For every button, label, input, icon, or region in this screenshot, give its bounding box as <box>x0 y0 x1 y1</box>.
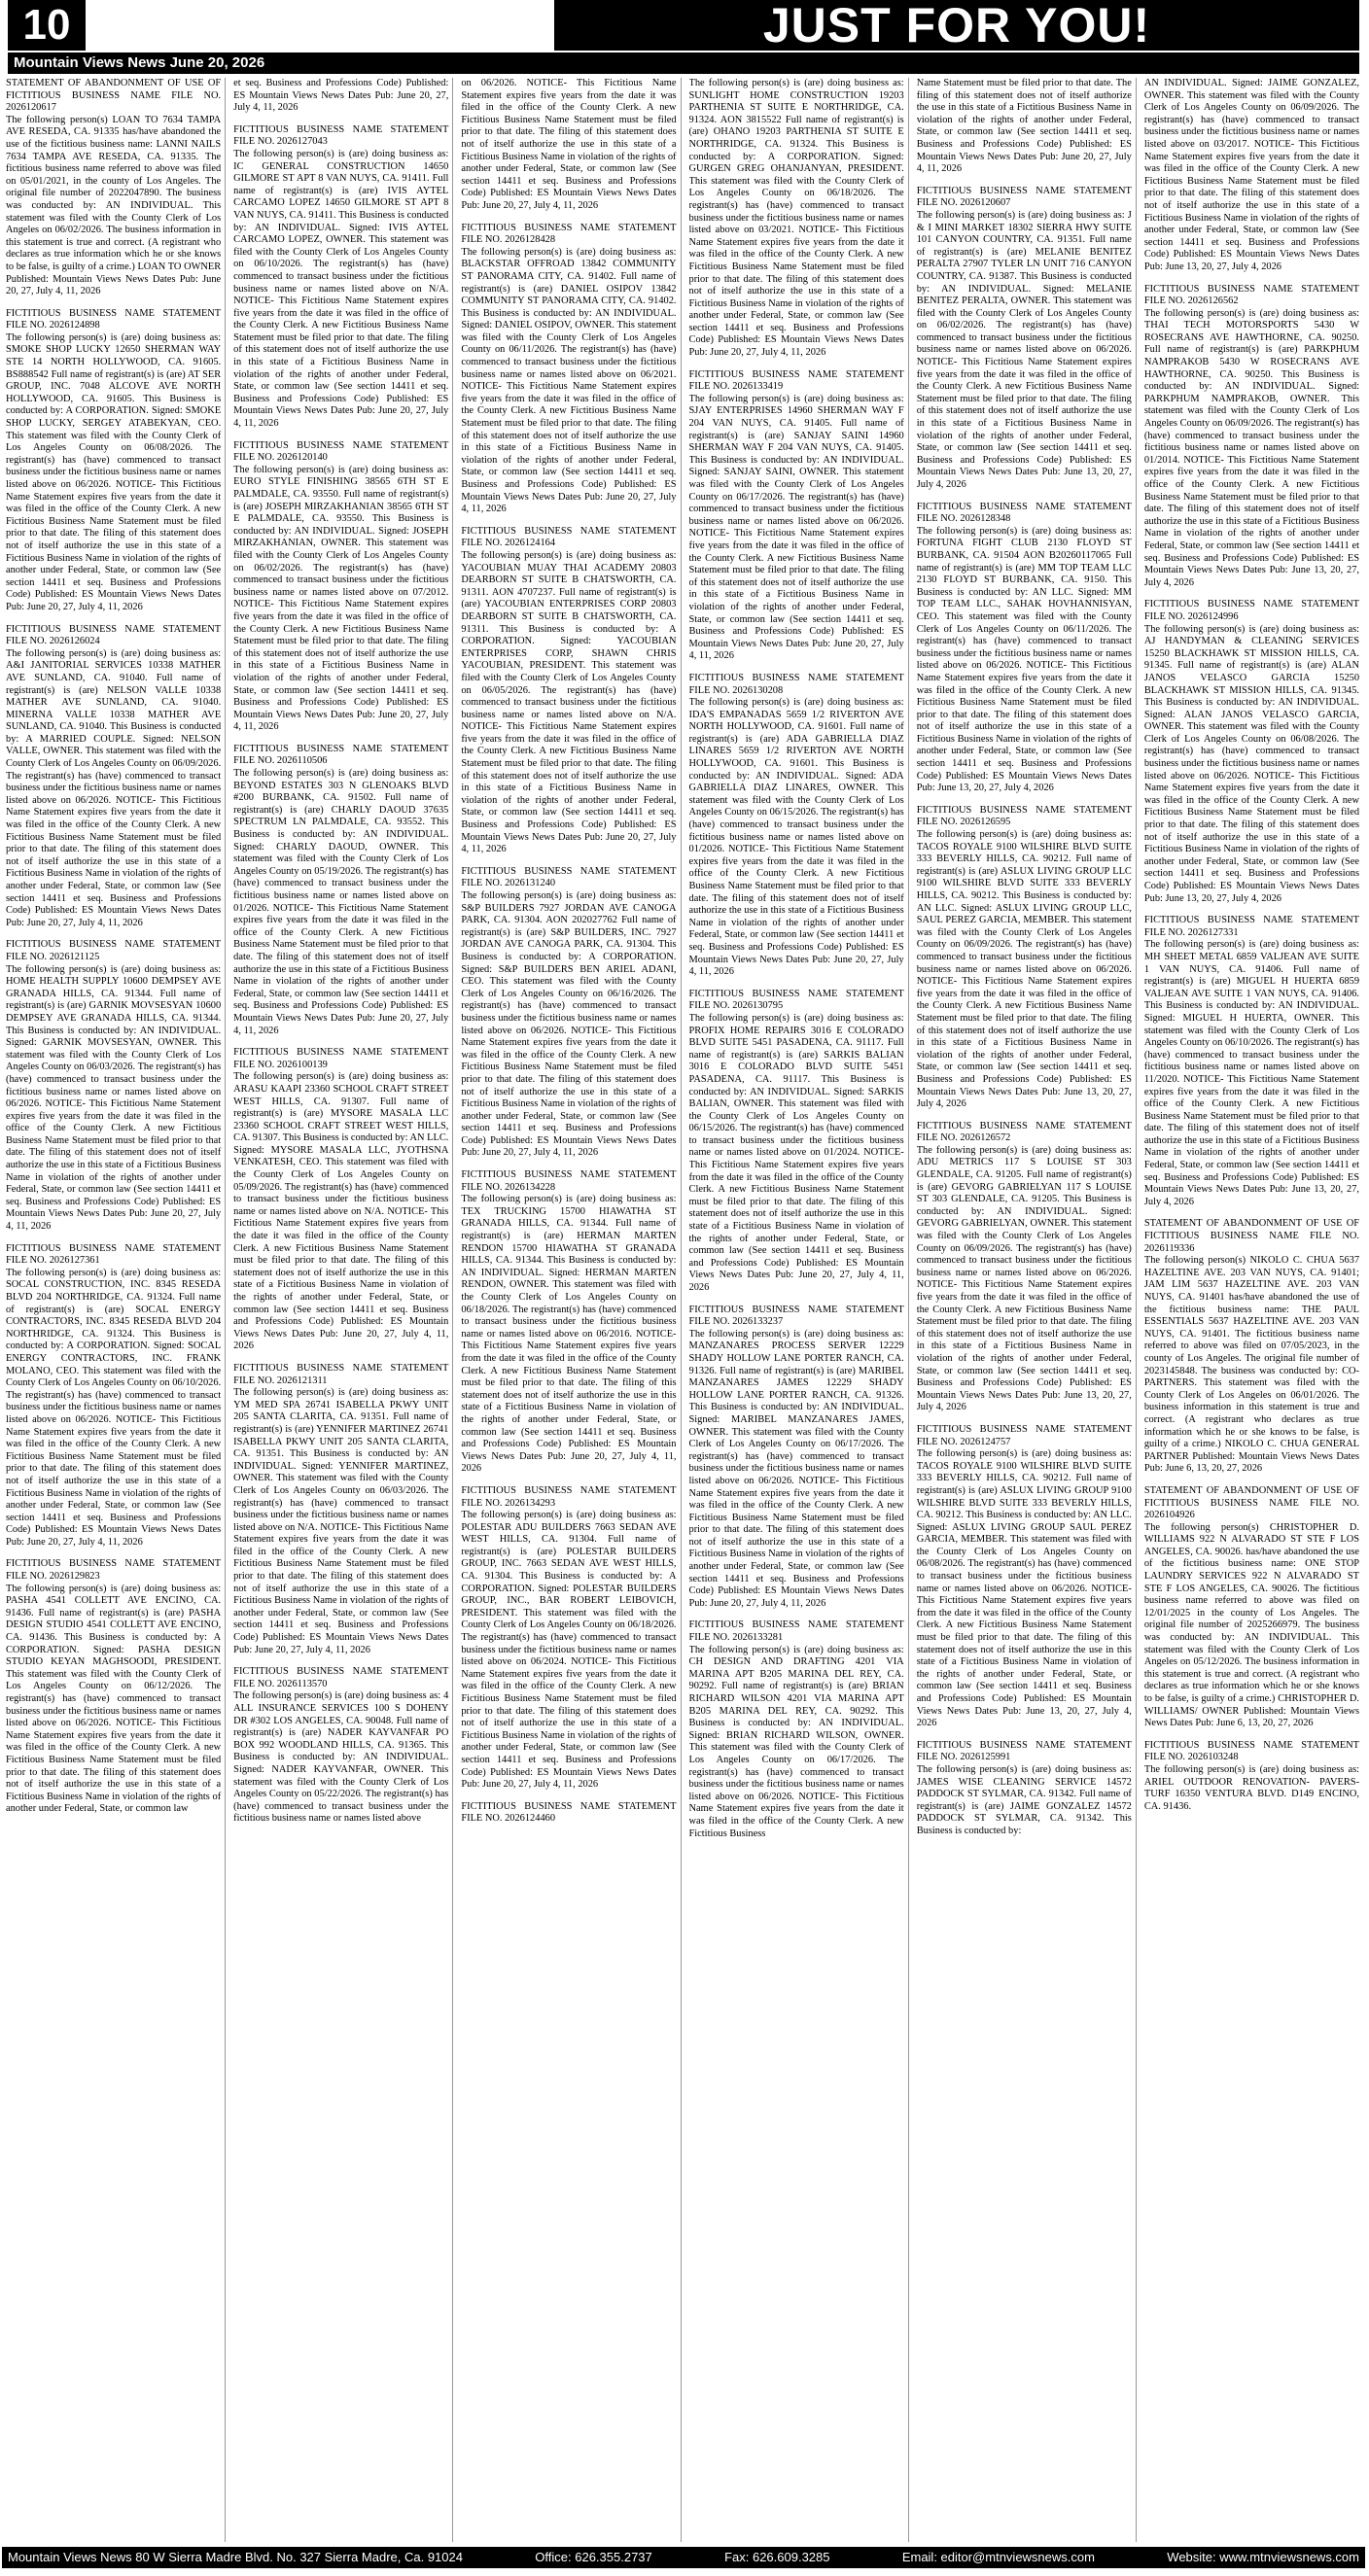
notice-title: FICTITIOUS BUSINESS NAME STATEMENT FILE NO. 2026125991 <box>916 1739 1132 1763</box>
column-6 <box>1144 78 1363 2542</box>
legal-notice <box>689 1619 904 1840</box>
legal-notice <box>917 78 1132 176</box>
legal-notice <box>689 369 904 663</box>
page-header <box>6 0 1363 71</box>
notice-title: FICTITIOUS BUSINESS NAME STATEMENT FILE NO. 2026124460 <box>461 1800 677 1825</box>
notice-title: FICTITIOUS BUSINESS NAME STATEMENT FILE NO. 2026100139 <box>233 1047 449 1070</box>
notice-body: The following person(s) is (are) doing business as: TACOS ROYALE 9100 WILSHIRE BLVD SUITE 333 BEVERLY HILLS, CA. 90212. Full name of registrant(s) is (are) ASLUX LIVING GROUP 9100 WILSHIRE BLVD SUITE 333 BEVERLY HILLS, CA. 90212. This Business is conducted by: AN LLC. Signed: ASLUX LIVING GROUP SAUL PEREZ GARCIA, MEMBER. This statement was filed with the County Clerk of Los Angeles County on 06/08/2026. The registrant(s) has (have) commenced to transact business under the fictitious business name or names listed above on 06/2026. NOTICE- This Fictitious Name Statement expires five years from the date it was filed in the office of the County Clerk. A new Fictitious Business Name Statement must be filed prior to that date. The filing of this statement does not of itself authorize the use in this state of a Fictitious Business Name in violation of the rights of another under Federal, State, or common law (See section 14411 et seq. Business and Professions Code) Published: ES Mountain Views News Dates Pub: June 13, 20, 27, July 4, 2026 <box>916 1448 1132 1729</box>
notice-title: FICTITIOUS BUSINESS NAME STATEMENT FILE NO. 2026130795 <box>688 988 904 1012</box>
legal-notice <box>917 1424 1132 1730</box>
legal-notice <box>461 526 676 856</box>
legal-notice <box>6 624 221 930</box>
notice-columns <box>6 78 1363 2542</box>
legal-notice <box>6 1558 221 1815</box>
legal-notice <box>917 186 1132 492</box>
notice-title: FICTITIOUS BUSINESS NAME STATEMENT FILE NO. 2026126024 <box>6 623 222 647</box>
notice-title: FICTITIOUS BUSINESS NAME STATEMENT FILE NO. 2026121311 <box>233 1362 449 1386</box>
legal-notice <box>461 1169 676 1476</box>
notice-title: FICTITIOUS BUSINESS NAME STATEMENT FILE NO. 2026110506 <box>233 743 449 767</box>
notice-title: FICTITIOUS BUSINESS NAME STATEMENT FILE NO. 2026120607 <box>916 185 1132 209</box>
legal-notice <box>233 1047 448 1353</box>
notice-title: FICTITIOUS BUSINESS NAME STATEMENT FILE NO. 2026126595 <box>916 804 1132 828</box>
notice-body: The following person(s) is (are) doing business as: CH DESIGN AND DRAFTING 4201 VIA MARINA APT B205 MARINA DEL REY, CA. 90292. Full name of registrant(s) is (are) BRIAN RICHARD WILSON 4201 VIA MARINA APT B205 MARINA DEL REY, CA. 90292. This Business is conducted by: AN INDIVIDUAL. Signed: BRIAN RICHARD WILSON, OWNER. This statement was filed with the County Clerk of Los Angeles County on 06/17/2026. The registrant(s) has (have) commenced to transact business under the fictitious business name or names listed above on 06/2026. NOTICE- This Fictitious Name Statement expires five years from the date it was filed in the office of the County Clerk. A new Fictitious Business <box>688 1644 904 1839</box>
notice-body: The following person(s) is (are) doing business as: THAI TECH MOTORSPORTS 5430 W ROSECRANS AVE HAWTHORNE, CA. 90250. Full name of registrant(s) is (are) PARKPHUM NAMPRAKOB 5430 W ROSECRANS AVE HAWTHORNE, CA. 90250. This Business is conducted by: AN INDIVIDUAL. Signed: PARKPHUM NAMPRAKOB, OWNER. This statement was filed with the County Clerk of Los Angeles County on 06/09/2026. The registrant(s) has (have) commenced to transact business under the fictitious business name or names listed above on 01/2014. NOTICE- This Fictitious Name Statement expires five years from the date it was filed in the office of the County Clerk. A new Fictitious Business Name Statement must be filed prior to that date. The filing of this statement does not of itself authorize the use in this state of a Fictitious Business Name in violation of the rights of another under Federal, State, or common law (See section 14411 et seq. Business and Professions Code) Published: ES Mountain Views News Dates Pub: June 13, 20, 27, July 4, 2026 <box>1143 307 1360 588</box>
notice-body: The following person(s) is (are) doing business as: TACOS ROYALE 9100 WILSHIRE BLVD SUITE 333 BEVERLY HILLS, CA. 90212. Full name of registrant(s) is (are) ASLUX LIVING GROUP LLC 9100 WILSHIRE BLVD SUITE 333 BEVERLY HILLS, CA. 90212. This Business is conducted by: AN LLC. Signed: ASLUX LIVING GROUP LLC, SAUL PEREZ GARCIA, MEMBER. This statement was filed with the County Clerk of Los Angeles County on 06/09/2026. The registrant(s) has (have) commenced to transact business under the fictitious business name or names listed above on 06/2026. NOTICE- This Fictitious Name Statement expires five years from the date it was filed in the office of the County Clerk. A new Fictitious Business Name Statement must be filed prior to that date. The filing of this statement does not of itself authorize the use in this state of a Fictitious Business Name in violation of the rights of another under Federal, State, or common law (See section 14411 et seq. Business and Professions Code) Published: ES Mountain Views News Dates Pub: June 13, 20, 27, July 4, 2026 <box>916 829 1132 1110</box>
legal-notice <box>461 866 676 1160</box>
legal-notice <box>917 1121 1132 1414</box>
column-1 <box>6 78 226 2542</box>
notice-title: FICTITIOUS BUSINESS NAME STATEMENT FILE NO. 2026124996 <box>1143 599 1360 622</box>
notice-title: FICTITIOUS BUSINESS NAME STATEMENT FILE NO. 2026124757 <box>916 1423 1132 1447</box>
notice-body: The following person(s) is (are) doing business as: FORTUNA FIGHT CLUB 2130 FLOYD ST BURBANK, CA. 91504 AON B20260117065 Full name of registrant(s) is (are) MM TOP TEAM LLC 2130 FLOYD ST BURBANK, CA. 9150. This Business is conducted by: AN LLC. Signed: MM TOP TEAM LLC., SAHAK HOVHANNISYAN, CEO. This statement was filed with the County Clerk of Los Angeles County on 06/11/2026. The registrant(s) has (have) commenced to transact business under the fictitious business name or names listed above on 06/2026. NOTICE- This Fictitious Name Statement expires five years from the date it was filed in the office of the County Clerk. A new Fictitious Business Name Statement must be filed prior to that date. The filing of this statement does not of itself authorize the use in this state of a Fictitious Business Name in violation of the rights of another under Federal, State, or common law (See section 14411 et seq. Business and Professions Code) Published: ES Mountain Views News Dates Pub: June 13, 20, 27, July 4, 2026 <box>916 525 1132 794</box>
legal-notice <box>461 1801 676 1826</box>
notice-body: The following person(s) is (are) doing business as: ADU METRICS 117 S LOUISE ST 303 GLENDALE, CA. 91205. Full name of registrant(s) is (are) GEVORG GABRIELYAN 117 S LOUISE ST 303 GLENDALE, CA. 91205. This Business is conducted by: AN INDIVIDUAL. Signed: GEVORG GABRIELYAN, OWNER. This statement was filed with the County Clerk of Los Angeles County on 06/09/2026. The registrant(s) has (have) commenced to transact business under the fictitious business name or names listed above on 06/2026. NOTICE- This Fictitious Name Statement expires five years from the date it was filed in the office of the County Clerk. A new Fictitious Business Name Statement must be filed prior to that date. The filing of this statement does not of itself authorize the use in this state of a Fictitious Business Name in violation of the rights of another under Federal, State, or common law (See section 14411 et seq. Business and Professions Code) Published: ES Mountain Views News Dates Pub: June 13, 20, 27, July 4, 2026 <box>916 1144 1132 1413</box>
notice-body: The following person(s) is (are) doing business as: JAMES WISE CLEANING SERVICE 14572 PADDOCK ST SYLMAR, CA. 91342. Full name of registrant(s) is (are) JAIME GONZALEZ 14572 PADDOCK ST SYLMAR, CA. 91342. This Business is conducted by: <box>916 1763 1132 1836</box>
legal-notice <box>233 78 448 115</box>
notice-body: The following person(s) is (are) doing business as: BEYOND ESTATES 303 N GLENOAKS BLVD #200 BURBANK, CA. 91502. Full name of registrant(s) is (are) CHARLY DAOUD 37635 SPECTRUM LN PALMDALE, CA. 93552. This Business is conducted by: AN INDIVIDUAL. Signed: CHARLY DAOUD, OWNER. This statement was filed with the County Clerk of Los Angeles County on 05/19/2026. The registrant(s) has (have) commenced to transact business under the fictitious business name or names listed above on 01/2026. NOTICE- This Fictitious Name Statement expires five years from the date it was filed in the office of the County Clerk. A new Fictitious Business Name Statement must be filed prior to that date. The filing of this statement does not of itself authorize the use in this state of a Fictitious Business Name in violation of the rights of another under Federal, State, or common law (See section 14411 et seq. Business and Professions Code) Published: ES Mountain Views News Dates Pub: June 20, 27, July 4, 11, 2026 <box>233 768 449 1036</box>
notice-body: The following person(s) is (are) doing business as: SUNLIGHT HOME CONSTRUCTION 19203 PARTHENIA ST SUITE E NORTHRIDGE, CA. 91324. AON 3815522 Full name of registrant(s) is (are) OHANO 19203 PARTHENIA ST SUITE E NORTHRIDGE, CA. 91324. This Business is conducted by: A CORPORATION. Signed: GURGEN GREG OHANJANYAN, PRESIDENT. This statement was filed with the County Clerk of Los Angeles County on 06/18/2026. The registrant(s) has (have) commenced to transact business under the fictitious business name or names listed above on 03/2021. NOTICE- This Fictitious Name Statement expires five years from the date it was filed in the office of the County Clerk. A new Fictitious Business Name Statement must be filed prior to that date. The filing of this statement does not of itself authorize the use in this state of a Fictitious Business Name in violation of the rights of another under Federal, State, or common law (See section 14411 et seq. Business and Professions Code) Published: ES Mountain Views News Dates Pub: June 20, 27, July 4, 11, 2026 <box>688 78 904 359</box>
notice-body: The following person(s) is (are) doing business as: BLACKSTAR OFFROAD 13842 COMMUNITY ST PANORAMA CITY, CA. 91402. Full name of registrant(s) is (are) DANIEL OSIPOV 13842 COMMUNITY ST PANORAMA CITY, CA. 91402. This Business is conducted by: AN INDIVIDUAL. Signed: DANIEL OSIPOV, OWNER. This statement was filed with the County Clerk of Los Angeles County on 06/11/2026. The registrant(s) has (have) commenced to transact business under the fictitious business name or names listed above on 06/2021. NOTICE- This Fictitious Name Statement expires five years from the date it was filed in the office of the County Clerk. A new Fictitious Business Name Statement must be filed prior to that date. The filing of this statement does not of itself authorize the use in this state of a Fictitious Business Name in violation of the rights of another under Federal, State, or common law (See section 14411 et seq. Business and Professions Code) Published: ES Mountain Views News Dates Pub: June 20, 27, July 4, 11, 2026 <box>461 246 677 515</box>
column-3 <box>461 78 681 2542</box>
notice-body: The following person(s) is (are) doing business as: ARASU KAAPI 23360 SCHOOL CRAFT STREET WEST HILLS, CA. 91307. Full name of registrant(s) is (are) MYSORE MASALA LLC 23360 SCHOOL CRAFT STREET WEST HILLS, CA. 91307. This Business is conducted by: AN LLC. Signed: MYSORE MASALA LLC, JYOTHSNA VENKATESH, CEO. This statement was filed with the County Clerk of Los Angeles County on 05/09/2026. The registrant(s) has (have) commenced to transact business under the fictitious business name or names listed above on N/A. NOTICE- This Fictitious Name Statement expires five years from the date it was filed in the office of the County Clerk. A new Fictitious Business Name Statement must be filed prior to that date. The filing of this statement does not of itself authorize the use in this state of a Fictitious Business Name in violation of the rights of another under Federal, State, or common law (See section 14411 et seq. Business and Professions Code) Published: ES Mountain Views News Dates Pub: June 20, 27, July 4, 11, 2026 <box>233 1071 449 1352</box>
notice-body: The following person(s) is (are) doing business as: YM MED SPA 26741 ISABELLA PKWY UNIT 205 SANTA CLARITA, CA. 91351. Full name of registrant(s) is (are) YENNIFER MARTINEZ 26741 ISABELLA PKWY UNIT 205 SANTA CLARITA, CA. 91351. This Business is conducted by: AN INDIVIDUAL. Signed: YENNIFER MARTINEZ, OWNER. This statement was filed with the County Clerk of Los Angeles County on 06/03/2026. The registrant(s) has (have) commenced to transact business under the fictitious business name or names listed above on N/A. NOTICE- This Fictitious Name Statement expires five years from the date it was filed in the office of the County Clerk. A new Fictitious Business Name Statement must be filed prior to that date. The filing of this statement does not of itself authorize the use in this state of a Fictitious Business Name in violation of the rights of another under Federal, State, or common law (See section 14411 et seq. Business and Professions Code) Published: ES Mountain Views News Dates Pub: June 20, 27, July 4, 11, 2026 <box>233 1387 449 1655</box>
notice-title: FICTITIOUS BUSINESS NAME STATEMENT FILE NO. 2026121125 <box>6 939 222 962</box>
notice-title: FICTITIOUS BUSINESS NAME STATEMENT FILE NO. 2026129823 <box>6 1558 222 1583</box>
legal-notice <box>917 502 1132 795</box>
notice-title: FICTITIOUS BUSINESS NAME STATEMENT FILE NO. 2026124898 <box>6 307 222 331</box>
notice-body: et seq. Business and Professions Code) Published: ES Mountain Views News Dates Pub: June 20, 27, July 4, 11, 2026 <box>233 78 449 114</box>
notice-body: The following person(s) is (are) doing business as: A&I JANITORIAL SERVICES 10338 MATHER AVE SUNLAND, CA. 91040. Full name of registrant(s) is (are) NELSON VALLE 10338 MATHER AVE SUNLAND, CA. 91040. MINERNA VALLE 10338 MATHER AVE SUNLAND, CA. 91040. This Business is conducted by: A MARRIED COUPLE. Signed: NELSON VALLE, OWNER. This statement was filed with the County Clerk of Los Angeles County on 06/09/2026. The registrant(s) has (have) commenced to transact business under the fictitious business name or names listed above on 06/2026. NOTICE- This Fictitious Name Statement expires five years from the date it was filed in the office of the County Clerk. A new Fictitious Business Name Statement must be filed prior to that date. The filing of this statement does not of itself authorize the use in this state of a Fictitious Business Name in violation of the rights of another under Federal, State, or common law (See section 14411 et seq. Business and Professions Code) Published: ES Mountain Views News Dates Pub: June 20, 27, July 4, 11, 2026 <box>6 647 222 928</box>
page-footer <box>2 2547 1365 2568</box>
notice-body: The following person(s) is (are) doing business as: 4 ALL INSURANCE SERVICES 100 S DOHENY DR #302 LOS ANGELES, CA. 90048. Full name of registrant(s) is (are) NADER KAYVANFAR PO BOX 992 WOODLAND HILLS, CA. 91365. This Business is conducted by: AN INDIVIDUAL. Signed: NADER KAYVANFAR, OWNER. This statement was filed with the County Clerk of Los Angeles County on 05/22/2026. The registrant(s) has (have) commenced to transact business under the fictitious business name or names listed above <box>233 1690 449 1825</box>
notice-body: The following person(s) is (are) doing business as: ARIEL OUTDOOR RENOVATION- PAVERS- TURF 16350 VENTURA BLVD. D149 ENCINO, CA. 91436. <box>1143 1763 1360 1812</box>
legal-notice <box>6 78 221 298</box>
legal-notice <box>233 1666 448 1826</box>
notice-body: The following person(s) is (are) doing business as: TEX TRUCKING 15700 HIAWATHA ST GRANADA HILLS, CA. 91344. Full name of registrant(s) is (are) HERMAN MARTEN RENDON 15700 HIAWATHA ST GRANADA HILLS, CA. 91344. This Business is conducted by: AN INDIVIDUAL. Signed: HERMAN MARTEN RENDON, OWNER. This statement was filed with the County Clerk of Los Angeles County on 06/18/2026. The registrant(s) has (have) commenced to transact business under the fictitious business name or names listed above on 06/2016. NOTICE- This Fictitious Name Statement expires five years from the date it was filed in the office of the County Clerk. A new Fictitious Business Name Statement must be filed prior to that date. The filing of this statement does not of itself authorize the use in this state of a Fictitious Business Name in violation of the rights of another under Federal, State, or common law (See section 14411 et seq. Business and Professions Code) Published: ES Mountain Views News Dates Pub: June 20, 27, July 4, 11, 2026 <box>461 1194 677 1475</box>
notice-title: FICTITIOUS BUSINESS NAME STATEMENT FILE NO. 2026127331 <box>1143 915 1360 938</box>
notice-body: The following person(s) is (are) doing business as: HOME HEALTH SUPPLY 10600 DEMPSEY AVE GRANADA HILLS, CA. 91344. Full name of registrant(s) is (are) GARNIK MOVSESYAN 10600 DEMPSEY AVE GRANADA HILLS, CA. 91344. This Business is conducted by: AN INDIVIDUAL. Signed: GARNIK MOVSESYAN, OWNER. This statement was filed with the County Clerk of Los Angeles County on 06/03/2026. The registrant(s) has (have) commenced to transact business under the fictitious business name or names listed above on 06/2026. NOTICE- This Fictitious Name Statement expires five years from the date it was filed in the office of the County Clerk. A new Fictitious Business Name Statement must be filed prior to that date. The filing of this statement does not of itself authorize the use in this state of a Fictitious Business Name in violation of the rights of another under Federal, State, or common law (See section 14411 et seq. Business and Professions Code) Published: ES Mountain Views News Dates Pub: June 20, 27, July 4, 11, 2026 <box>6 963 222 1233</box>
notice-title: FICTITIOUS BUSINESS NAME STATEMENT FILE NO. 2026134228 <box>461 1169 677 1193</box>
notice-body: The following person(s) is (are) doing business as: PROFIX HOME REPAIRS 3016 E COLORADO BLVD SUITE 5451 PASADENA, CA. 91117. Full name of registrant(s) is (are) SARKIS BALIAN 3016 E COLORADO BLVD SUITE 5451 PASADENA, CA. 91117. This Business is conducted by: AN INDIVIDUAL. Signed: SARKIS BALIAN, OWNER. This statement was filed with the County Clerk of Los Angeles County on 06/15/2026. The registrant(s) has (have) commenced to transact business under the fictitious business name or names listed above on 01/2024. NOTICE- This Fictitious Name Statement expires five years from the date it was filed in the office of the County Clerk. A new Fictitious Business Name Statement must be filed prior to that date. The filing of this statement does not of itself authorize the use in this state of a Fictitious Business Name in violation of the rights of another under Federal, State, or common law (See section 14411 et seq. Business and Professions Code) Published: ES Mountain Views News Dates Pub: June 20, 27, July 4, 11, 2026 <box>688 1012 904 1293</box>
notice-body: The following person(s) is (are) doing business as: IC GENERAL CONSTRUCTION 14650 GILMORE ST APT 8 VAN NUYS, CA. 91411. Full name of registrant(s) is (are) IVIS AYTEL CARCAMO LOPEZ 14650 GILMORE ST APT 8 VAN NUYS, CA. 91411. This Business is conducted by: AN INDIVIDUAL. Signed: IVIS AYTEL CARCAMO LOPEZ, OWNER. This statement was filed with the County Clerk of Los Angeles County on 06/10/2026. The registrant(s) has (have) commenced to transact business under the fictitious business name or names listed above on N/A. NOTICE- This Fictitious Name Statement expires five years from the date it was filed in the office of the County Clerk. A new Fictitious Business Name Statement must be filed prior to that date. The filing of this statement does not of itself authorize the use in this state of a Fictitious Business Name in violation of the rights of another under Federal, State, or common law (See section 14411 et seq. Business and Professions Code) Published: ES Mountain Views News Dates Pub: June 20, 27, July 4, 11, 2026 <box>233 148 449 430</box>
notice-body: AN INDIVIDUAL. Signed: JAIME GONZALEZ, OWNER. This statement was filed with the County Clerk of Los Angeles County on 06/09/2026. The registrant(s) has (have) commenced to transact business under the fictitious business name or names listed above on 03/2017. NOTICE- This Fictitious Name Statement expires five years from the date it was filed in the office of the County Clerk. A new Fictitious Business Name Statement must be filed prior to that date. The filing of this statement does not of itself authorize the use in this state of a Fictitious Business Name in violation of the rights of another under Federal, State, or common law (See section 14411 et seq. Business and Professions Code) Published: ES Mountain Views News Dates Pub: June 13, 20, 27, July 4, 2026 <box>1143 78 1360 272</box>
column-4 <box>689 78 909 2542</box>
notice-body: The following person(s) is (are) doing business as: SJAY ENTERPRISES 14960 SHERMAN WAY F 204 VAN NUYS, CA. 91405. Full name of registrant(s) is (are) SANJAY SAINI 14960 SHERMAN WAY F 204 VAN NUYS, CA. 91405. This Business is conducted by: AN INDIVIDUAL. Signed: SANJAY SAINI, OWNER. This statement was filed with the County Clerk of Los Angeles County on 06/17/2026. The registrant(s) has (have) commenced to transact business under the fictitious business name or names listed above on 06/2026. NOTICE- This Fictitious Name Statement expires five years from the date it was filed in the office of the County Clerk. A new Fictitious Business Name Statement must be filed prior to that date. The filing of this statement does not of itself authorize the use in this state of a Fictitious Business Name in violation of the rights of another under Federal, State, or common law (See section 14411 et seq. Business and Professions Code) Published: ES Mountain Views News Dates Pub: June 20, 27, July 4, 11, 2026 <box>688 393 904 662</box>
legal-notice <box>461 1485 676 1792</box>
footer-website: Website: www.mtnviewsnews.com <box>1167 2550 1359 2564</box>
notice-body: The following person(s) is (are) doing business as: YACOUBIAN MUAY THAI ACADEMY 20803 DEARBORN ST SUITE B CHATSWORTH, CA. 91311. AON 4707237. Full name of registrant(s) is (are) YACOUBIAN ENTERPRISES CORP 20803 DEARBORN ST SUITE B CHATSWORTH, CA. 91311. This Business is conducted by: A CORPORATION. Signed: YACOUBIAN ENTERPRISES CORP, SHAWN CHRIS YACOUBIAN, PRESIDENT. This statement was filed with the County Clerk of Los Angeles County on 06/05/2026. The registrant(s) has (have) commenced to transact business under the fictitious business name or names listed above on N/A. NOTICE- This Fictitious Name Statement expires five years from the date it was filed in the office of the County Clerk. A new Fictitious Business Name Statement must be filed prior to that date. The filing of this statement does not of itself authorize the use in this state of a Fictitious Business Name in violation of the rights of another under Federal, State, or common law (See section 14411 et seq. Business and Professions Code) Published: ES Mountain Views News Dates Pub: June 20, 27, July 4, 11, 2026 <box>461 549 677 855</box>
notice-title: FICTITIOUS BUSINESS NAME STATEMENT FILE NO. 2026103248 <box>1143 1739 1360 1763</box>
legal-notice <box>233 1363 448 1656</box>
legal-notice <box>461 223 676 516</box>
notice-title: FICTITIOUS BUSINESS NAME STATEMENT FILE NO. 2026133237 <box>688 1304 904 1328</box>
legal-notice <box>689 673 904 979</box>
notice-title: FICTITIOUS BUSINESS NAME STATEMENT FILE NO. 2026134293 <box>461 1484 677 1509</box>
notice-title: STATEMENT OF ABANDONMENT OF USE OF FICTITIOUS BUSINESS NAME FILE NO. 2026104926 <box>1143 1484 1360 1521</box>
notice-body: The following person(s) is (are) doing business as: SOCAL CONSTRUCTION, INC. 8345 RESEDA BLVD 204 NORTHRIDGE, CA. 91324. Full name of registrant(s) is (are) SOCAL ENERGY CONTRACTORS, INC. 8345 RESEDA BLVD 204 NORTHRIDGE, CA. 91324. This Business is conducted by: A CORPORATION. Signed: SOCAL ENERGY CONTRACTORS, INC. FRANK MOLANO, CEO. This statement was filed with the County Clerk of Los Angeles County on 06/10/2026. The registrant(s) has (have) commenced to transact business under the fictitious business name or names listed above on 06/2026. NOTICE- This Fictitious Name Statement expires five years from the date it was filed in the office of the County Clerk. A new Fictitious Business Name Statement must be filed prior to that date. The filing of this statement does not of itself authorize the use in this state of a Fictitious Business Name in violation of the rights of another under Federal, State, or common law (See section 14411 et seq. Business and Professions Code) Published: ES Mountain Views News Dates Pub: June 20, 27, July 4, 11, 2026 <box>6 1267 222 1548</box>
legal-notice <box>1144 78 1359 274</box>
notice-body: The following person(s) is (are) doing business as: POLESTAR ADU BUILDERS 7663 SEDAN AVE WEST HILLS, CA. 91304. Full name of registrant(s) is (are) POLESTAR BUILDERS GROUP, INC. 7663 SEDAN AVE WEST HILLS, CA. 91304. This Business is conducted by: A CORPORATION. Signed: POLESTAR BUILDERS GROUP, INC., BAR ROBERT LEIBOVICH, PRESIDENT. This statement was filed with the County Clerk of Los Angeles County on 06/18/2026. The registrant(s) has (have) commenced to transact business under the fictitious business name or names listed above on 06/2024. NOTICE- This Fictitious Name Statement expires five years from the date it was filed in the office of the County Clerk. A new Fictitious Business Name Statement must be filed prior to that date. The filing of this statement does not of itself authorize the use in this state of a Fictitious Business Name in violation of the rights of another under Federal, State, or common law (See section 14411 et seq. Business and Professions Code) Published: ES Mountain Views News Dates Pub: June 20, 27, July 4, 11, 2026 <box>461 1510 677 1791</box>
legal-notice <box>6 939 221 1233</box>
notice-title: FICTITIOUS BUSINESS NAME STATEMENT FILE NO. 2026133419 <box>688 368 904 393</box>
notice-title: FICTITIOUS BUSINESS NAME STATEMENT FILE NO. 2026124164 <box>461 525 677 549</box>
notice-body: The following person(s) NIKOLO C. CHUA 5637 HAZELTINE AVE. 203 VAN NUYS, CA. 91401; JAM LIM 5637 HAZELTINE AVE. 203 VAN NUYS, CA. 91401 has/have abandoned the use of the fictitious business name: THE PAUL ESSENTIALS 5637 HAZELTINE AVE. 203 VAN NUYS, CA. 91401. The fictitious business name referred to above was filed on 07/05/2023, in the county of Los Angeles. The original file number of 2023145848. The business was conducted by: CO-PARTNERS. This statement was filed with the County Clerk of Los Angeles on 06/01/2026. The business information in this statement is true and correct. (A registrant who declares as true information which he or she knows to be false, is guilty of a crime.) NIKOLO C. CHUA GENERAL PARTNER Published: Mountain Views News Dates Pub: June 6, 13, 20, 27, 2026 <box>1143 1255 1360 1475</box>
notice-body: The following person(s) is (are) doing business as: EURO STYLE FINISHING 38565 6TH ST E PALMDALE, CA. 93550. Full name of registrant(s) is (are) JOSEPH MIRZAKHANIAN 38565 6TH ST E PALMDALE, CA. 93550. This Business is conducted by: AN INDIVIDUAL. Signed: JOSEPH MIRZAKHANIAN, OWNER. This statement was filed with the County Clerk of Los Angeles County on 06/02/2026. The registrant(s) has (have) commenced to transact business under the fictitious business name or names listed above on 07/2012. NOTICE- This Fictitious Name Statement expires five years from the date it was filed in the office of the County Clerk. A new Fictitious Business Name Statement must be filed prior to that date. The filing of this statement does not of itself authorize the use in this state of a Fictitious Business Name in violation of the rights of another under Federal, State, or common law (See section 14411 et seq. Business and Professions Code) Published: ES Mountain Views News Dates Pub: June 20, 27, July 4, 11, 2026 <box>233 464 449 733</box>
notice-title: FICTITIOUS BUSINESS NAME STATEMENT FILE NO. 2026130208 <box>688 672 904 696</box>
notice-body: The following person(s) is (are) doing business as: S&P BUILDERS 7927 JORDAN AVE CANOGA PARK, CA. 91304. AON 202027762 Full name of registrant(s) is (are) S&P BUILDERS, INC. 7927 JORDAN AVE CANOGA PARK, CA. 91304. This Business is conducted by: A CORPORATION. Signed: S&P BUILDERS BEN ARIEL ADANI, CEO. This statement was filed with the County Clerk of Los Angeles County on 06/16/2026. The registrant(s) has (have) commenced to transact business under the fictitious business name or names listed above on 06/2026. NOTICE- This Fictitious Name Statement expires five years from the date it was filed in the office of the County Clerk. A new Fictitious Business Name Statement must be filed prior to that date. The filing of this statement does not of itself authorize the use in this state of a Fictitious Business Name in violation of the rights of another under Federal, State, or common law (See section 14411 et seq. Business and Professions Code) Published: ES Mountain Views News Dates Pub: June 20, 27, July 4, 11, 2026 <box>461 890 677 1159</box>
footer-address: Mountain Views News 80 W Sierra Madre Blvd. No. 327 Sierra Madre, Ca. 91024 <box>8 2550 463 2564</box>
column-5 <box>917 78 1137 2542</box>
legal-notice <box>1144 1485 1359 1730</box>
notice-body: The following person(s) is (are) doing business as: SMOKE SHOP LUCKY 12650 SHERMAN WAY STE 14 NORTH HOLLYWOOD, CA. 91605. BS888542 Full name of registrant(s) is (are) AT SER GROUP, INC. 7048 ALCOVE AVE NORTH HOLLYWOOD, CA. 91605. This Business is conducted by: A CORPORATION. Signed: SMOKE SHOP LUCKY, SERGEY ATABEKYAN, CEO. This statement was filed with the County Clerk of Los Angeles County on 06/08/2026. The registrant(s) has (have) commenced to transact business under the fictitious business name or names listed above on 06/2026. NOTICE- This Fictitious Name Statement expires five years from the date it was filed in the office of the County Clerk. A new Fictitious Business Name Statement must be filed prior to that date. The filing of this statement does not of itself authorize the use in this state of a Fictitious Business Name in violation of the rights of another under Federal, State, or common law (See section 14411 et seq. Business and Professions Code) Published: ES Mountain Views News Dates Pub: June 20, 27, July 4, 11, 2026 <box>6 331 222 612</box>
section-banner: JUST FOR YOU! <box>554 0 1359 51</box>
legal-notice <box>6 1243 221 1549</box>
notice-title: FICTITIOUS BUSINESS NAME STATEMENT FILE NO. 2026128348 <box>916 501 1132 525</box>
notice-title: FICTITIOUS BUSINESS NAME STATEMENT FILE NO. 2026127043 <box>233 123 449 148</box>
notice-title: STATEMENT OF ABANDONMENT OF USE OF FICTITIOUS BUSINESS NAME FILE NO. 2026120617 <box>6 78 222 114</box>
footer-office: Office: 626.355.2737 <box>535 2550 652 2564</box>
column-2 <box>233 78 453 2542</box>
legal-notice <box>233 124 448 431</box>
notice-body: The following person(s) is (are) doing business as: J & I MINI MARKET 18302 SIERRA HWY SUITE 101 CANYON COUNTRY, CA. 91351. Full name of registrant(s) is (are) MELANIE BENITEZ PERALTA 27907 TYLER LN UNIT 716 CANYON COUNTRY, CA. 91387. This Business is conducted by: AN INDIVIDUAL. Signed: MELANIE BENITEZ PERALTA, OWNER. This statement was filed with the County Clerk of Los Angeles County on 06/02/2026. The registrant(s) has (have) commenced to transact business under the fictitious business name or names listed above on 06/2026. NOTICE- This Fictitious Name Statement expires five years from the date it was filed in the office of the County Clerk. A new Fictitious Business Name Statement must be filed prior to that date. The filing of this statement does not of itself authorize the use in this state of a Fictitious Business Name in violation of the rights of another under Federal, State, or common law (See section 14411 et seq. Business and Professions Code) Published: ES Mountain Views News Dates Pub: June 13, 20, 27, July 4, 2026 <box>916 209 1132 490</box>
notice-title: FICTITIOUS BUSINESS NAME STATEMENT FILE NO. 2026128428 <box>461 222 677 246</box>
legal-notice <box>1144 1218 1359 1475</box>
notice-title: STATEMENT OF ABANDONMENT OF USE OF FICTITIOUS BUSINESS NAME FILE NO. 2026119336 <box>1143 1218 1360 1254</box>
legal-notice <box>917 1740 1132 1838</box>
notice-title: FICTITIOUS BUSINESS NAME STATEMENT FILE NO. 2026131240 <box>461 865 677 889</box>
legal-notice <box>689 78 904 360</box>
footer-fax: Fax: 626.609.3285 <box>724 2550 830 2564</box>
legal-notice <box>1144 284 1359 590</box>
legal-notice <box>6 308 221 614</box>
legal-notice <box>461 78 676 213</box>
notice-body: The following person(s) is (are) doing business as: AJ HANDYMAN & CLEANING SERVICES 15250 BLACKHAWK ST MISSION HILLS, CA. 91345. Full name of registrant(s) is (are) ALAN JANOS VELASCO GARCIA 15250 BLACKHAWK ST MISSION HILLS, CA. 91345. This Business is conducted by: AN INDIVIDUAL. Signed: ALAN JANOS VELASCO GARCIA, OWNER. This statement was filed with the County Clerk of Los Angeles County on 06/08/2026. The registrant(s) has (have) commenced to transact business under the fictitious business name or names listed above on 06/2026. NOTICE- This Fictitious Name Statement expires five years from the date it was filed in the office of the County Clerk. A new Fictitious Business Name Statement must be filed prior to that date. The filing of this statement does not of itself authorize the use in this state of a Fictitious Business Name in violation of the rights of another under Federal, State, or common law (See section 14411 et seq. Business and Professions Code) Published: ES Mountain Views News Dates Pub: June 13, 20, 27, July 4, 2026 <box>1143 623 1360 904</box>
legal-notice <box>233 440 448 734</box>
notice-title: FICTITIOUS BUSINESS NAME STATEMENT FILE NO. 2026126562 <box>1143 283 1360 307</box>
publication-line: Mountain Views News June 20, 2026 <box>8 52 1359 74</box>
notice-body: The following person(s) CHRISTOPHER D. WILLIAMS 922 N ALVARADO ST STE F LOS ANGELES, CA. 90026. has/have abandoned the use of the fictitious business name: ONE STOP LAUNDRY SERVICES 922 N ALVARADO ST STE F LOS ANGELES, CA. 90026. The fictitious business name referred to above was filed on 12/01/2025 in the county of Los Angeles. The original file number of 2025266979. The business was conducted by: AN INDIVIDUAL. This statement was filed with the County Clerk of Los Angeles on 05/12/2026. The business information in this statement is true and correct. (A registrant who declares as true information which he or she knows to be false, is guilty of a crime.) CHRISTOPHER D. WILLIAMS/ OWNER Published: Mountain Views News Dates Pub: June 6, 13, 20, 27, 2026 <box>1143 1521 1360 1729</box>
notice-body: The following person(s) is (are) doing business as: IDA'S EMPANADAS 5659 1/2 RIVERTON AVE NORTH HOLLYWOOD, CA. 91601. Full name of registrant(s) is (are) ADA GABRIELLA DIAZ LINARES 5659 1/2 RIVERTON AVE NORTH HOLLYWOOD, CA. 91601. This Business is conducted by: AN INDIVIDUAL. Signed: ADA GABRIELLA DIAZ LINARES, OWNER. This statement was filed with the County Clerk of Los Angeles County on 06/15/2026. The registrant(s) has (have) commenced to transact business under the fictitious business name or names listed above on 01/2026. NOTICE- This Fictitious Name Statement expires five years from the date it was filed in the office of the County Clerk. A new Fictitious Business Name Statement must be filed prior to that date. The filing of this statement does not of itself authorize the use in this state of a Fictitious Business Name in violation of the rights of another under Federal, State, or common law (See section 14411 et seq. Business and Professions Code) Published: ES Mountain Views News Dates Pub: June 20, 27, July 4, 11, 2026 <box>688 697 904 978</box>
legal-notice <box>233 744 448 1037</box>
notice-title: FICTITIOUS BUSINESS NAME STATEMENT FILE NO. 2026113570 <box>233 1666 449 1689</box>
notice-body: on 06/2026. NOTICE- This Fictitious Name Statement expires five years from the date it was filed in the office of the County Clerk. A new Fictitious Business Name Statement must be filed prior to that date. The filing of this statement does not of itself authorize the use in this state of a Fictitious Business Name in violation of the rights of another under Federal, State, or common law (See section 14411 et seq. Business and Professions Code) Published: ES Mountain Views News Dates Pub: June 20, 27, July 4, 11, 2026 <box>461 78 677 211</box>
notice-body: The following person(s) is (are) doing business as: MH SHEET METAL 6859 VALJEAN AVE SUITE 1 VAN NUYS, CA. 91406. Full name of registrant(s) is (are) MIGUEL H HUERTA 6859 VALJEAN AVE SUITE 1 VAN NUYS, CA. 91406. This Business is conducted by: AN INDIVIDUAL. Signed: MIGUEL H HUERTA, OWNER. This statement was filed with the County Clerk of Los Angeles County on 06/10/2026. The registrant(s) has (have) commenced to transact business under the fictitious business name or names listed above on 11/2020. NOTICE- This Fictitious Name Statement expires five years from the date it was filed in the office of the County Clerk. A new Fictitious Business Name Statement must be filed prior to that date. The filing of this statement does not of itself authorize the use in this state of a Fictitious Business Name in violation of the rights of another under Federal, State, or common law (See section 14411 et seq. Business and Professions Code) Published: ES Mountain Views News Dates Pub: June 13, 20, 27, July 4, 2026 <box>1143 939 1360 1207</box>
notice-body: Name Statement must be filed prior to that date. The filing of this statement does not of itself authorize the use in this state of a Fictitious Business Name in violation of the rights of another under Federal, State, or common law (See section 14411 et seq. Business and Professions Code) Published: ES Mountain Views News Dates Pub: June 20, 27, July 4, 11, 2026 <box>916 78 1132 175</box>
legal-notice <box>689 989 904 1295</box>
notice-body: The following person(s) is (are) doing business as: MANZANARES PROCESS SERVER 12229 SHADY HOLLOW LANE PORTER RANCH, CA. 91326. Full name of registrant(s) is (are) MARIBEL MANZANARES JAMES 12229 SHADY HOLLOW LANE PORTER RANCH, CA. 91326. This Business is conducted by: AN INDIVIDUAL. Signed: MARIBEL MANZANARES JAMES, OWNER. This statement was filed with the County Clerk of Los Angeles County on 06/17/2026. The registrant(s) has (have) commenced to transact business under the fictitious business name or names listed above on 06/2026. NOTICE- This Fictitious Name Statement expires five years from the date it was filed in the office of the County Clerk. A new Fictitious Business Name Statement must be filed prior to that date. The filing of this statement does not of itself authorize the use in this state of a Fictitious Business Name in violation of the rights of another under Federal, State, or common law (See section 14411 et seq. Business and Professions Code) Published: ES Mountain Views News Dates Pub: June 20, 27, July 4, 11, 2026 <box>688 1328 904 1609</box>
page-number: 10 <box>8 0 86 51</box>
legal-notice <box>1144 915 1359 1208</box>
notice-title: FICTITIOUS BUSINESS NAME STATEMENT FILE NO. 2026127361 <box>6 1242 222 1267</box>
notice-title: FICTITIOUS BUSINESS NAME STATEMENT FILE NO. 2026126572 <box>916 1120 1132 1144</box>
legal-notice <box>1144 1740 1359 1814</box>
legal-notice <box>917 805 1132 1111</box>
footer-email: Email: editor@mtnviewsnews.com <box>901 2550 1095 2564</box>
notice-title: FICTITIOUS BUSINESS NAME STATEMENT FILE NO. 2026133281 <box>688 1619 904 1644</box>
notice-body: The following person(s) is (are) doing business as: PASHA 4541 COLLETT AVE ENCINO, CA. 91436. Full name of registrant(s) is (are) PASHA DESIGN STUDIO 4541 COLLETT AVE ENCINO, CA. 91436. This Business is conducted by: A CORPORATION. Signed: PASHA DESIGN STUDIO KEYAN MAGHSOODI, PRESIDENT. This statement was filed with the County Clerk of Los Angeles County on 06/12/2026. The registrant(s) has (have) commenced to transact business under the fictitious business name or names listed above on 06/2026. NOTICE- This Fictitious Name Statement expires five years from the date it was filed in the office of the County Clerk. A new Fictitious Business Name Statement must be filed prior to that date. The filing of this statement does not of itself authorize the use in this state of a Fictitious Business Name in violation of the rights of another under Federal, State, or common law <box>6 1583 222 1815</box>
legal-notice <box>1144 599 1359 905</box>
legal-notice <box>689 1305 904 1611</box>
notice-title: FICTITIOUS BUSINESS NAME STATEMENT FILE NO. 2026120140 <box>233 439 449 464</box>
notice-body: The following person(s) LOAN TO 7634 TAMPA AVE RESEDA, CA. 91335 has/have abandoned the use of the fictitious business name: LANNI NAILS 7634 TAMPA AVE RESEDA, CA. 91335. The fictitious business name referred to above was filed on 05/01/2021, in the county of Los Angeles. The original file number of 2022047890. The business was conducted by: AN INDIVIDUAL. This statement was filed with the County Clerk of Los Angeles on 06/02/2026. The business information in this statement is true and correct. (A registrant who declares as true information which he or she knows to be false, is guilty of a crime.) LOAN TO OWNER Published: Mountain Views News Dates Pub: June 20, 27, July 4, 11, 2026 <box>6 114 222 297</box>
